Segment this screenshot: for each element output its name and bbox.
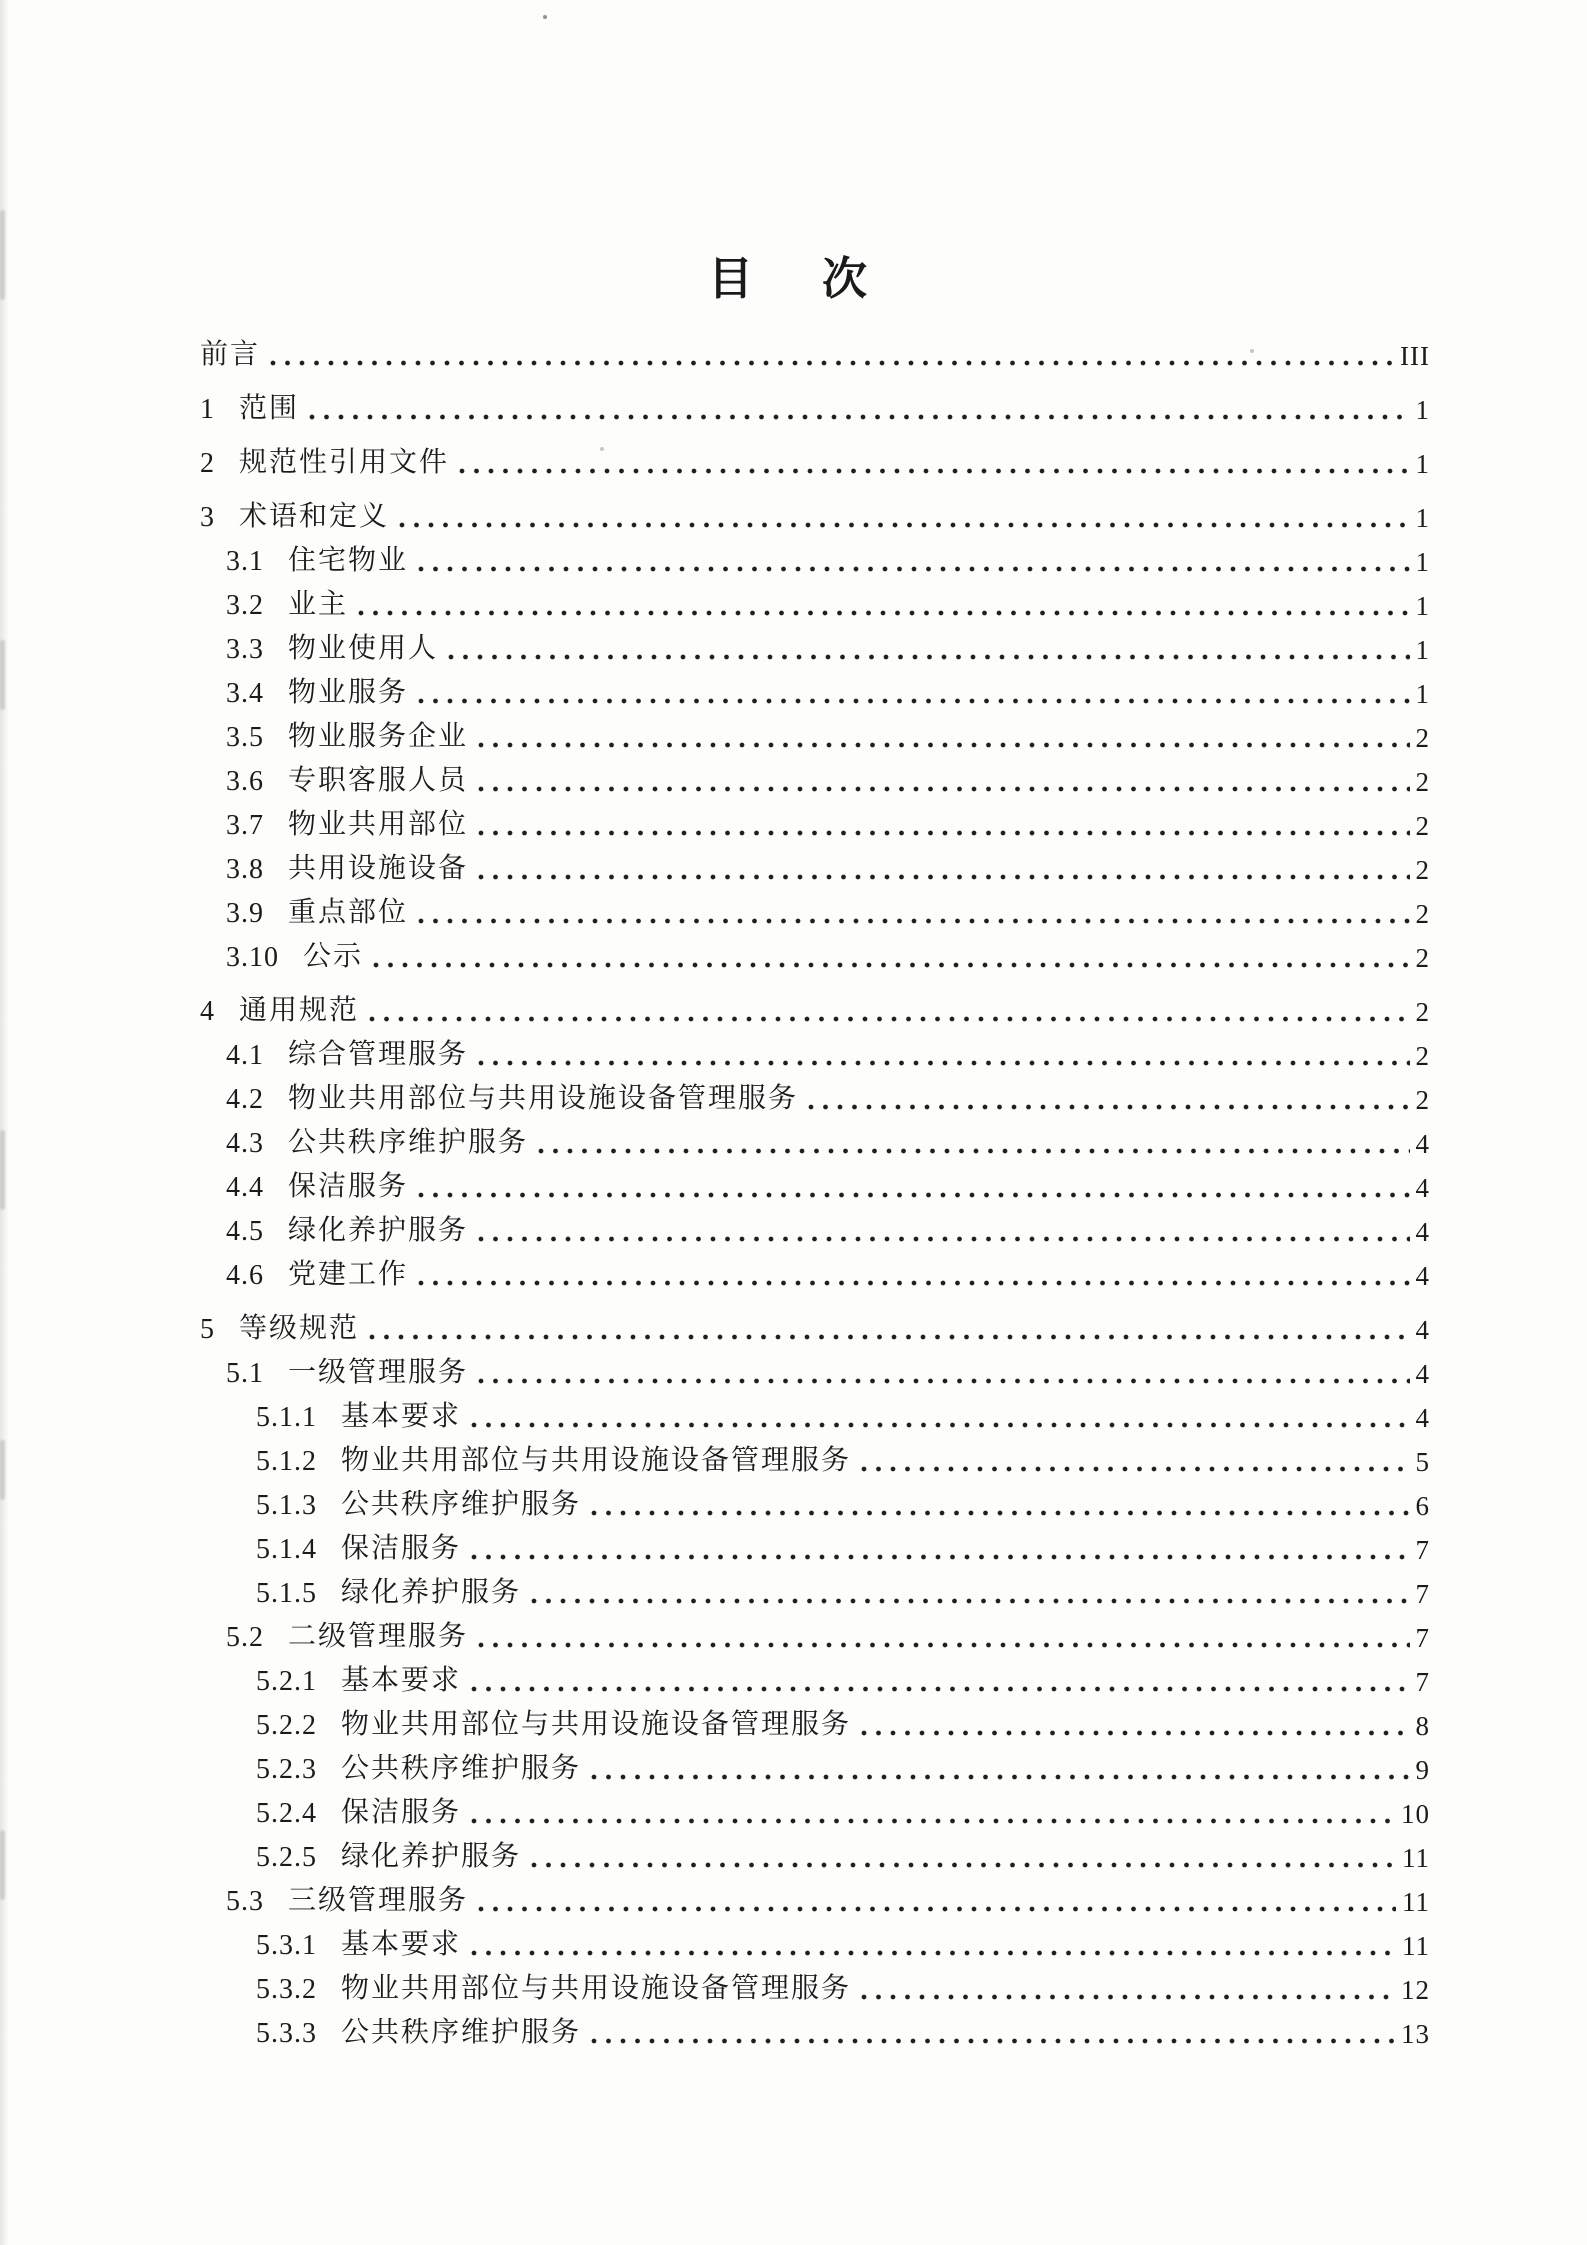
scan-artifact [0, 640, 5, 710]
toc-entry-label: 共用设施设备 [288, 853, 469, 884]
dot-leader [270, 360, 1394, 366]
toc-entry-label: 物业共用部位与共用设施设备管理服务 [341, 1973, 852, 2004]
toc-entry-number: 4.3 [226, 1128, 264, 1159]
dot-leader [459, 468, 1409, 474]
toc-entry-number: 5.1 [226, 1358, 264, 1389]
scan-artifact [0, 210, 5, 300]
toc-row [200, 1830, 1430, 1874]
toc-entry-page-number: 11 [1402, 1931, 1430, 1961]
toc-entry-page-number: 1 [1415, 449, 1430, 479]
toc-row [200, 1962, 1430, 2006]
toc-row [200, 2006, 1430, 2050]
toc-row [200, 1072, 1430, 1116]
toc-entry-number: 4.4 [226, 1172, 264, 1203]
toc-row [200, 1610, 1430, 1654]
toc-entry-label: 基本要求 [341, 1665, 462, 1696]
toc-entry-page-number: 1 [1415, 395, 1430, 425]
toc-entry-label: 保洁服务 [341, 1797, 462, 1828]
dot-leader [369, 1334, 1409, 1340]
dot-leader [471, 1686, 1409, 1692]
toc-row [200, 754, 1430, 798]
dot-leader [358, 610, 1409, 616]
toc-entry-label: 绿化养护服务 [341, 1841, 522, 1872]
toc-entry-page-number: 9 [1415, 1755, 1430, 1785]
toc-entry-number: 3.9 [226, 898, 264, 929]
toc-entry-page-number: 4 [1415, 1403, 1430, 1433]
dot-leader [591, 2038, 1395, 2044]
toc-row [200, 1654, 1430, 1698]
toc-entry-number: 4.6 [226, 1260, 264, 1291]
toc-row [200, 984, 1430, 1028]
toc-entry-page-number: 13 [1401, 2019, 1430, 2049]
toc-entry-page-number: 1 [1415, 503, 1430, 533]
toc-entry-label: 物业共用部位与共用设施设备管理服务 [341, 1445, 852, 1476]
toc-entry-page-number: 1 [1415, 679, 1430, 709]
toc-entry-page-number: 2 [1415, 855, 1430, 885]
toc-entry-page-number: 2 [1415, 997, 1430, 1027]
toc-entry-number: 5.3.3 [256, 2018, 317, 2049]
toc-entry-label: 物业服务企业 [288, 721, 469, 752]
toc-entry-label: 物业共用部位与共用设施设备管理服务 [288, 1083, 799, 1114]
toc-entry-label: 范围 [239, 393, 300, 424]
dot-leader [478, 1236, 1409, 1242]
toc-entry-page-number: III [1400, 341, 1430, 371]
toc-row [200, 1434, 1430, 1478]
dot-leader [531, 1598, 1409, 1604]
toc-entry-label: 一级管理服务 [288, 1357, 469, 1388]
dot-leader [808, 1104, 1409, 1110]
toc-entry-number: 5.2 [226, 1622, 264, 1653]
toc-entry-number: 5.1.4 [256, 1534, 317, 1565]
toc-entry-label: 保洁服务 [288, 1171, 409, 1202]
toc-entry-page-number: 6 [1415, 1491, 1430, 1521]
toc-entry-label: 物业使用人 [288, 633, 439, 664]
toc-row [200, 1786, 1430, 1830]
dot-leader [478, 742, 1409, 748]
toc-entry-label: 通用规范 [239, 995, 360, 1026]
toc-entry-page-number: 2 [1415, 767, 1430, 797]
scan-artifact [1250, 349, 1254, 353]
dot-leader [471, 1554, 1409, 1560]
toc-entry-label: 住宅物业 [288, 545, 409, 576]
toc-entry-number: 5.3.1 [256, 1930, 317, 1961]
toc-entry-label: 术语和定义 [239, 501, 390, 532]
toc-entry-label: 公共秩序维护服务 [341, 1753, 582, 1784]
toc-row [200, 1918, 1430, 1962]
toc-row [200, 328, 1430, 372]
toc-entry-number: 3.10 [226, 942, 279, 973]
toc-entry-page-number: 7 [1415, 1667, 1430, 1697]
toc-row [200, 382, 1430, 426]
dot-leader [471, 1422, 1409, 1428]
toc-entry-number: 5 [200, 1314, 215, 1345]
toc-entry-number: 3.2 [226, 590, 264, 621]
toc-row [200, 1874, 1430, 1918]
toc-row [200, 436, 1430, 480]
toc-entry-number: 3 [200, 502, 215, 533]
toc-row [200, 1698, 1430, 1742]
toc-row [200, 1204, 1430, 1248]
toc-entry-page-number: 11 [1402, 1887, 1430, 1917]
toc-entry-number: 4 [200, 996, 215, 1027]
toc-row [200, 622, 1430, 666]
toc-row [200, 798, 1430, 842]
toc-row [200, 1160, 1430, 1204]
toc-row [200, 1028, 1430, 1072]
toc-entry-page-number: 2 [1415, 811, 1430, 841]
toc-entry-label: 重点部位 [288, 897, 409, 928]
toc-row [200, 534, 1430, 578]
toc-entry-page-number: 7 [1415, 1623, 1430, 1653]
toc-entry-page-number: 5 [1415, 1447, 1430, 1477]
toc-entry-label: 公共秩序维护服务 [341, 2017, 582, 2048]
toc-entry-number: 4.2 [226, 1084, 264, 1115]
toc-entry-number: 4.1 [226, 1040, 264, 1071]
toc-entry-page-number: 10 [1401, 1799, 1430, 1829]
toc-entry-number: 3.5 [226, 722, 264, 753]
dot-leader [399, 522, 1409, 528]
toc-row [200, 886, 1430, 930]
scan-edge-shade [0, 0, 9, 2245]
dot-leader [418, 918, 1409, 924]
dot-leader [478, 1060, 1409, 1066]
dot-leader [861, 1730, 1409, 1736]
toc-entry-number: 5.1.3 [256, 1490, 317, 1521]
toc-entry-label: 党建工作 [288, 1259, 409, 1290]
toc-entry-page-number: 7 [1415, 1579, 1430, 1609]
toc-entry-page-number: 2 [1415, 1041, 1430, 1071]
toc-entry-number: 5.2.5 [256, 1842, 317, 1873]
dot-leader [418, 1192, 1409, 1198]
toc-row [200, 1566, 1430, 1610]
scan-artifact [600, 447, 604, 451]
toc-entry-label: 绿化养护服务 [341, 1577, 522, 1608]
toc-entry-label: 基本要求 [341, 1929, 462, 1960]
scan-artifact [543, 15, 547, 19]
dot-leader [448, 654, 1409, 660]
toc-entry-number: 5.1.1 [256, 1402, 317, 1433]
toc-entry-number: 3.6 [226, 766, 264, 797]
toc-row [200, 1116, 1430, 1160]
toc-entry-page-number: 2 [1415, 723, 1430, 753]
toc-entry-page-number: 1 [1415, 547, 1430, 577]
toc-entry-label: 公共秩序维护服务 [288, 1127, 529, 1158]
toc-entry-page-number: 4 [1415, 1315, 1430, 1345]
toc-row [200, 666, 1430, 710]
toc-entry-label: 三级管理服务 [288, 1885, 469, 1916]
dot-leader [478, 1906, 1396, 1912]
toc-entry-page-number: 2 [1415, 1085, 1430, 1115]
dot-leader [478, 786, 1409, 792]
toc-entry-label: 前言 [200, 339, 261, 370]
toc-row [200, 1248, 1430, 1292]
toc-row [200, 1346, 1430, 1390]
toc-row [200, 930, 1430, 974]
toc-entry-number: 3.7 [226, 810, 264, 841]
toc-entry-page-number: 4 [1415, 1261, 1430, 1291]
toc-entry-number: 5.2.4 [256, 1798, 317, 1829]
toc-entry-number: 3.3 [226, 634, 264, 665]
toc-entry-label: 规范性引用文件 [239, 447, 450, 478]
scan-artifact [0, 1440, 5, 1500]
toc-entry-number: 2 [200, 448, 215, 479]
toc-list [200, 328, 1430, 2050]
toc-entry-page-number: 2 [1415, 943, 1430, 973]
dot-leader [369, 1016, 1409, 1022]
toc-entry-label: 物业共用部位 [288, 809, 469, 840]
scan-artifact [0, 1130, 5, 1210]
dot-leader [418, 566, 1409, 572]
toc-entry-number: 5.1.2 [256, 1446, 317, 1477]
toc-entry-label: 业主 [288, 589, 349, 620]
dot-leader [478, 1378, 1409, 1384]
toc-row [200, 578, 1430, 622]
dot-leader [591, 1774, 1409, 1780]
toc-row [200, 842, 1430, 886]
toc-entry-label: 物业共用部位与共用设施设备管理服务 [341, 1709, 852, 1740]
toc-entry-label: 公示 [303, 941, 364, 972]
toc-entry-label: 公共秩序维护服务 [341, 1489, 582, 1520]
toc-entry-number: 5.1.5 [256, 1578, 317, 1609]
dot-leader [478, 1642, 1409, 1648]
dot-leader [418, 698, 1409, 704]
toc-entry-label: 绿化养护服务 [288, 1215, 469, 1246]
toc-entry-number: 5.2.3 [256, 1754, 317, 1785]
toc-row [200, 490, 1430, 534]
toc-entry-page-number: 1 [1415, 591, 1430, 621]
toc-entry-page-number: 4 [1415, 1173, 1430, 1203]
toc-entry-number: 5.3 [226, 1886, 264, 1917]
scan-artifact [0, 1830, 5, 1900]
toc-entry-page-number: 2 [1415, 899, 1430, 929]
page-title: 目 次 [707, 254, 879, 304]
toc-row [200, 1302, 1430, 1346]
dot-leader [861, 1994, 1395, 2000]
toc-entry-page-number: 7 [1415, 1535, 1430, 1565]
toc-entry-label: 基本要求 [341, 1401, 462, 1432]
toc-row [200, 1742, 1430, 1786]
dot-leader [538, 1148, 1409, 1154]
toc-entry-label: 等级规范 [239, 1313, 360, 1344]
toc-row [200, 1522, 1430, 1566]
toc-entry-page-number: 8 [1415, 1711, 1430, 1741]
dot-leader [418, 1280, 1409, 1286]
toc-entry-page-number: 4 [1415, 1359, 1430, 1389]
dot-leader [478, 874, 1409, 880]
toc-entry-number: 1 [200, 394, 215, 425]
toc-entry-number: 5.3.2 [256, 1974, 317, 2005]
dot-leader [309, 414, 1409, 420]
dot-leader [861, 1466, 1409, 1472]
toc-entry-page-number: 12 [1401, 1975, 1430, 2005]
toc-row [200, 710, 1430, 754]
dot-leader [373, 962, 1409, 968]
dot-leader [471, 1818, 1395, 1824]
toc-entry-number: 3.1 [226, 546, 264, 577]
toc-entry-number: 3.8 [226, 854, 264, 885]
toc-entry-label: 专职客服人员 [288, 765, 469, 796]
toc-entry-page-number: 4 [1415, 1129, 1430, 1159]
toc-entry-label: 二级管理服务 [288, 1621, 469, 1652]
toc-entry-page-number: 11 [1402, 1843, 1430, 1873]
toc-row [200, 1478, 1430, 1522]
dot-leader [471, 1950, 1396, 1956]
dot-leader [478, 830, 1409, 836]
toc-entry-number: 3.4 [226, 678, 264, 709]
toc-entry-label: 保洁服务 [341, 1533, 462, 1564]
dot-leader [591, 1510, 1409, 1516]
toc-entry-page-number: 1 [1415, 635, 1430, 665]
toc-entry-label: 物业服务 [288, 677, 409, 708]
toc-entry-number: 5.2.1 [256, 1666, 317, 1697]
toc-row [200, 1390, 1430, 1434]
toc-entry-number: 5.2.2 [256, 1710, 317, 1741]
toc-entry-number: 4.5 [226, 1216, 264, 1247]
dot-leader [531, 1862, 1396, 1868]
toc-entry-label: 综合管理服务 [288, 1039, 469, 1070]
toc-entry-page-number: 4 [1415, 1217, 1430, 1247]
